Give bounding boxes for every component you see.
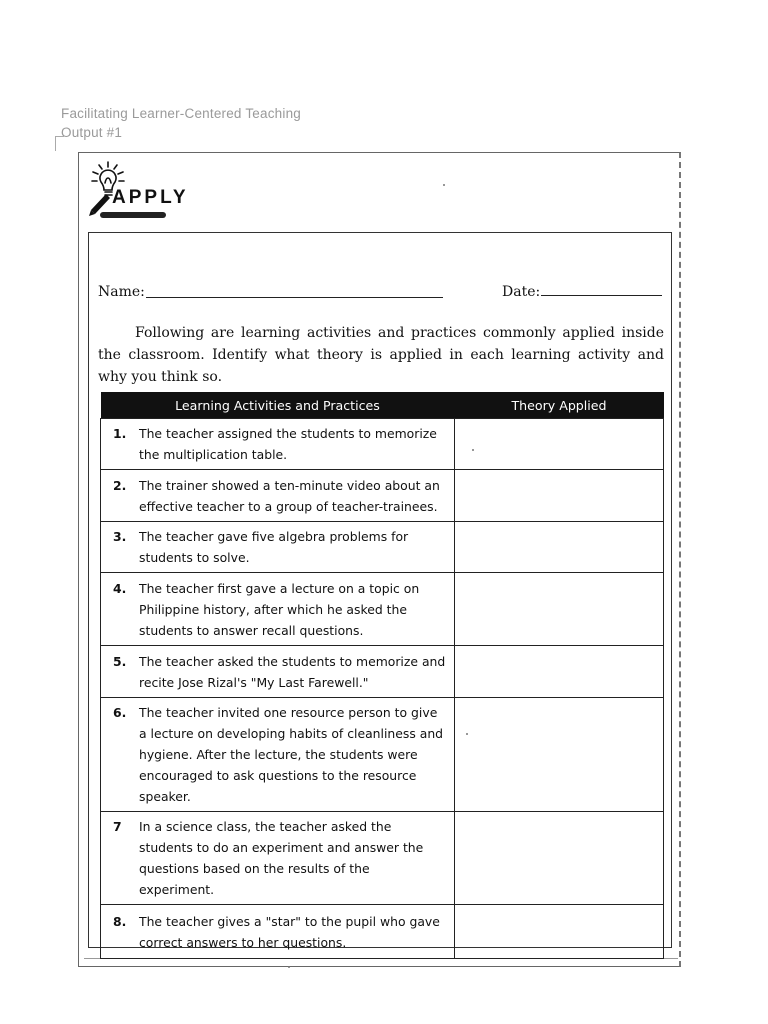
activity-cell xyxy=(101,419,455,470)
date-field[interactable] xyxy=(541,295,662,296)
date-label: Date: xyxy=(502,284,541,300)
table-row xyxy=(101,698,664,812)
activity-text: The teacher gave five algebra problems for students to solve. xyxy=(139,529,409,565)
name-field[interactable] xyxy=(146,297,443,298)
table-row xyxy=(101,470,664,522)
table-row xyxy=(101,646,664,698)
table-row xyxy=(101,573,664,646)
theory-cell[interactable] xyxy=(455,470,664,522)
activity-text: The teacher assigned the students to memorize the multiplication table. xyxy=(139,426,437,462)
table-row xyxy=(101,905,664,959)
theory-cell[interactable] xyxy=(455,522,664,573)
activity-text: The trainer showed a ten-minute video about an effective teacher to a group of teacher-trainees. xyxy=(139,477,440,514)
scan-speck xyxy=(443,184,445,186)
item-number: 3. xyxy=(113,529,127,544)
scan-speck xyxy=(472,449,474,451)
output-label: Output #1 xyxy=(61,125,123,140)
activity-cell xyxy=(101,812,455,905)
item-number: 7 xyxy=(113,819,122,834)
crop-mark xyxy=(55,136,64,151)
activity-cell xyxy=(101,573,455,646)
activity-cell xyxy=(101,522,455,573)
activity-cell xyxy=(101,470,455,522)
activity-text: The teacher asked the students to memorize and recite Jose Rizal's "My Last Farewell." xyxy=(139,653,446,690)
scan-speck xyxy=(466,733,468,735)
theory-cell[interactable] xyxy=(455,698,664,812)
header-activities: Learning Activities and Practices xyxy=(101,392,455,419)
scan-speck xyxy=(288,966,290,968)
theory-cell[interactable] xyxy=(455,419,664,470)
activity-text: The teacher gives a "star" to the pupil who gave correct answers to her questions. xyxy=(139,913,440,950)
header-theory: Theory Applied xyxy=(455,392,664,419)
instructions-paragraph: Following are learning activities and practices commonly applied inside the classroom. Identify what theory is applied in each learning activity and why you think so. xyxy=(98,325,664,385)
activity-cell xyxy=(101,905,455,959)
activity-cell xyxy=(101,698,455,812)
item-number: 1. xyxy=(113,426,127,441)
theory-cell[interactable] xyxy=(455,646,664,698)
title-underline xyxy=(100,212,166,218)
course-title: Facilitating Learner-Centered Teaching xyxy=(61,106,301,121)
theory-cell[interactable] xyxy=(455,812,664,905)
theory-cell[interactable] xyxy=(455,573,664,646)
table-row xyxy=(101,812,664,905)
activity-text: In a science class, the teacher asked the students to do an experiment and answer the questions based on the results of the experiment. xyxy=(139,819,424,897)
theory-cell[interactable] xyxy=(455,905,664,959)
name-label: Name: xyxy=(98,284,145,300)
table-header-row xyxy=(101,392,664,419)
item-number: 2. xyxy=(113,477,127,493)
document-header xyxy=(61,104,301,142)
activity-text: The teacher first gave a lecture on a topic on Philippine history, after which he asked the students to answer recall questions. xyxy=(139,580,420,638)
item-number: 4. xyxy=(113,580,127,596)
item-number: 5. xyxy=(113,653,127,669)
activity-cell xyxy=(101,646,455,698)
section-title: APPLY xyxy=(112,187,189,208)
activity-text: The teacher invited one resource person to give a lecture on developing habits of cleanliness and hygiene. After the lecture, the students were encouraged to ask questions to the resource speaker. xyxy=(139,705,444,804)
item-number: 6. xyxy=(113,705,127,720)
item-number: 8. xyxy=(113,913,127,929)
activities-table xyxy=(100,392,664,959)
table-row xyxy=(101,419,664,470)
table-row xyxy=(101,522,664,573)
